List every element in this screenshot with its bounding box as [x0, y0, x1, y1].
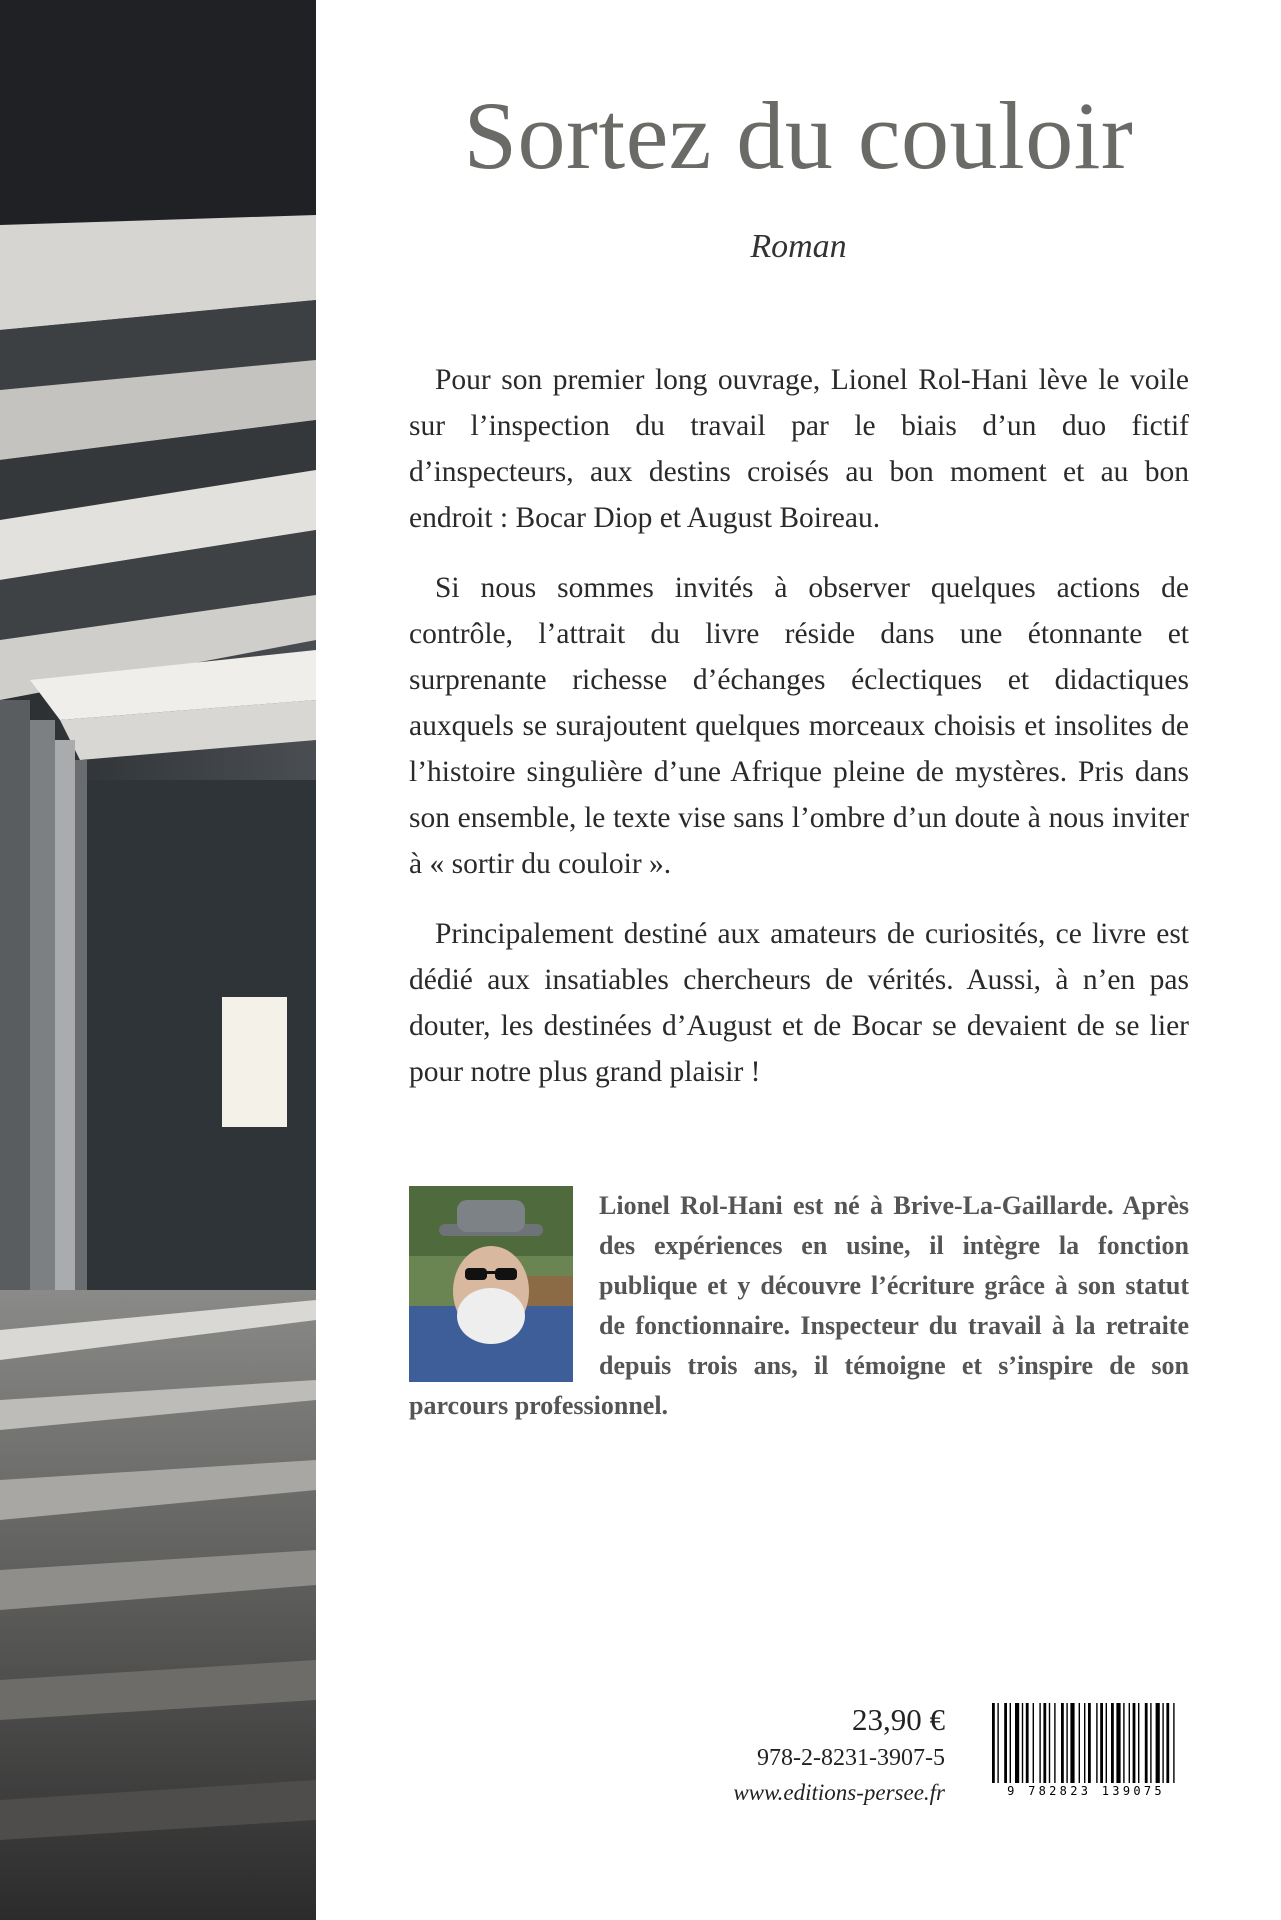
- author-portrait: [409, 1186, 573, 1382]
- publisher-website: www.editions-persee.fr: [733, 1780, 945, 1805]
- barcode-bar: [1116, 1703, 1120, 1783]
- author-bio: Lionel Rol-Hani est né à Brive-La-Gaillarde. Après des expériences en usine, il intègre la fonction publique et y découvre l’écriture grâce à son statut de fonctionnaire. Inspecteur du travail à la retraite depuis trois ans, il témoigne et s’inspire de son parcours professionnel.: [409, 1191, 1189, 1420]
- barcode-bar: [1162, 1703, 1163, 1783]
- barcode-bar: [1156, 1703, 1160, 1783]
- blurb-paragraph: Pour son premier long ouvrage, Lionel Rol-Hani lève le voile sur l’inspection du travail par le biais d’un duo fictif d’inspecteurs, aux destins croisés au bon moment et au bon endroit : Bocar Diop et August Boireau.: [409, 364, 1189, 534]
- barcode-bar: [1010, 1703, 1011, 1783]
- barcode-bar: [1106, 1703, 1107, 1783]
- barcode-bar: [1004, 1703, 1007, 1783]
- barcode-bar: [1070, 1703, 1074, 1783]
- barcode-bar: [1129, 1703, 1130, 1783]
- barcode-bar: [992, 1703, 995, 1783]
- blurb-paragraph: Si nous sommes invités à observer quelques actions de contrôle, l’attrait du livre réside dans une étonnante et surprenante richesse d’échanges éclectiques et didactiques auxquels se surajoutent quelques morceaux choisis et insolites de l’histoire singulière d’une Afrique pleine de mystères. Pris dans son ensemble, le texte vise sans l’ombre d’un doute à nous inviter à « sortir du couloir ».: [409, 572, 1189, 880]
- barcode-bar: [1150, 1703, 1151, 1783]
- price: 23,90 €: [852, 1702, 945, 1737]
- back-cover: [316, 0, 1281, 1920]
- corridor-illustration: [0, 0, 316, 1920]
- barcode-bar: [1133, 1703, 1136, 1783]
- barcode-bar: [1054, 1703, 1055, 1783]
- barcode-bar: [1100, 1703, 1103, 1783]
- barcode-bar: [1111, 1703, 1114, 1783]
- barcode-bar: [997, 1703, 998, 1783]
- author-photo: [409, 1186, 573, 1382]
- barcode-bar: [1123, 1703, 1124, 1783]
- barcode-bar: [1096, 1703, 1097, 1783]
- barcode-bar: [1066, 1703, 1067, 1783]
- book-title: Sortez du couloir: [463, 82, 1134, 189]
- barcode-bar: [1138, 1703, 1139, 1783]
- barcode-bar: [1084, 1703, 1085, 1783]
- cover-corridor-artwork: [0, 0, 316, 1920]
- barcode-bar: [1026, 1703, 1029, 1783]
- barcode-bar: [1061, 1703, 1064, 1783]
- barcode-bar: [1033, 1703, 1034, 1783]
- barcode-bar: [1145, 1703, 1148, 1783]
- barcode-bar: [1039, 1703, 1040, 1783]
- window-light: [222, 997, 287, 1127]
- barcode-bar: [1049, 1703, 1050, 1783]
- blurb: [409, 357, 1189, 1119]
- barcode-bar: [1015, 1703, 1019, 1783]
- isbn: 978-2-8231-3907-5: [757, 1745, 945, 1771]
- barcode-digits: 9 782823 139075: [986, 1784, 1186, 1798]
- barcode-bar: [1022, 1703, 1023, 1783]
- book-genre: Roman: [750, 228, 847, 265]
- barcode-bar: [1043, 1703, 1046, 1783]
- author-section: [409, 1186, 1189, 1426]
- publishing-info: [733, 1700, 945, 1810]
- barcode-bar: [1079, 1703, 1080, 1783]
- barcode-bar: [1166, 1703, 1169, 1783]
- barcode-bar: [1173, 1703, 1174, 1783]
- barcode-bar: [1088, 1703, 1091, 1783]
- blurb-paragraph: Principalement destiné aux amateurs de curiosités, ce livre est dédié aux insatiables chercheurs de vérités. Aussi, à n’en pas douter, les destinées d’August et de Bocar se devaient de se lier pour notre plus grand plaisir !: [409, 918, 1189, 1088]
